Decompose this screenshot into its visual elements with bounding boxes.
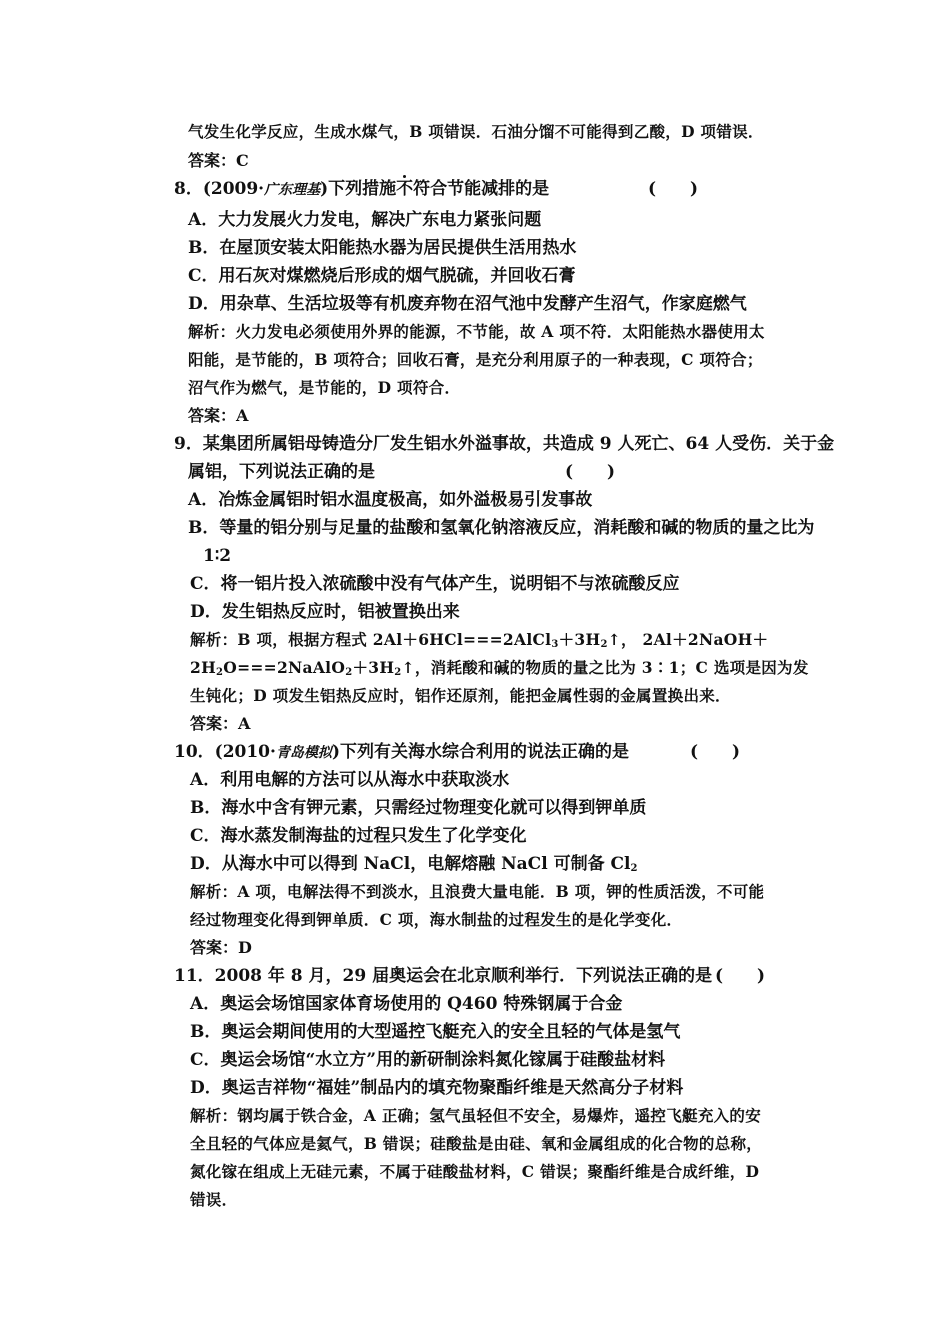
question-8-option-c: C．用石灰对煤燃烧后形成的烟气脱硫，并回收石膏 — [188, 266, 576, 286]
prev-answer: 答案：C — [188, 151, 249, 170]
question-11-analysis-3: 氮化镓在组成上无硅元素，不属于硅酸盐材料，C 错误；聚酯纤维是合成纤维，D — [190, 1162, 760, 1181]
question-9-analysis-2 — [190, 658, 809, 678]
analysis-text: 2H — [190, 658, 217, 677]
question-8-stem — [174, 179, 549, 200]
question-9-option-a: A．冶炼金属铝时铝水温度极高，如外溢极易引发事故 — [188, 490, 593, 510]
question-11-option-d: D．奥运吉祥物“福娃”制品内的填充物聚酯纤维是天然高分子材料 — [190, 1078, 684, 1098]
question-10-option-a: A．利用电解的方法可以从海水中获取淡水 — [190, 770, 510, 790]
question-10-option-d — [190, 854, 637, 874]
question-11-option-a: A．奥运会场馆国家体育场使用的 Q460 特殊钢属于合金 — [190, 994, 623, 1014]
question-8-option-b: B．在屋顶安装太阳能热水器为居民提供生活用热水 — [188, 238, 577, 258]
question-10-stem — [174, 742, 629, 763]
question-9-answer-parentheses: ( ) — [565, 462, 616, 482]
question-10-number: 10．(2010· — [174, 742, 276, 762]
question-11-analysis-2: 全且轻的气体应是氦气，B 错误；硅酸盐是由硅、氧和金属组成的化合物的总称， — [190, 1134, 763, 1153]
question-11-stem: 11．2008 年 8 月，29 届奥运会在北京顺利举行．下列说法正确的是 — [174, 966, 713, 986]
question-8-analysis-1: 解析：火力发电必须使用外界的能源，不节能，故 A 项不符．太阳能热水器使用太 — [188, 322, 765, 341]
question-10-option-c: C．海水蒸发制海盐的过程只发生了化学变化 — [190, 826, 527, 846]
question-8-analysis-2: 阳能，是节能的，B 项符合；回收石膏，是充分利用原子的一种表现，C 项符合； — [188, 350, 763, 369]
question-8-option-a: A．大力发展火力发电，解决广东电力紧张问题 — [188, 210, 542, 230]
question-11-option-b: B．奥运会期间使用的大型遥控飞艇充入的安全且轻的气体是氢气 — [190, 1022, 681, 1042]
emphasis-dot-char: 不 — [396, 179, 414, 199]
question-11-answer-parentheses: ( ) — [715, 966, 766, 986]
question-10-text: )下列有关海水综合利用的说法正确的是 — [331, 742, 629, 762]
question-10-answer: 答案：D — [190, 938, 252, 957]
subscript: 2 — [216, 667, 224, 678]
prev-analysis-tail: 气发生化学反应，生成水煤气，B 项错误．石油分馏不可能得到乙酸，D 项错误． — [188, 122, 764, 141]
analysis-text: ＋3H — [558, 630, 601, 649]
question-10-option-b: B．海水中含有钾元素，只需经过物理变化就可以得到钾单质 — [190, 798, 647, 818]
question-9-option-b-1: B．等量的铝分别与足量的盐酸和氢氧化钠溶液反应，消耗酸和碱的物质的量之比为 — [188, 518, 815, 538]
subscript: 3 — [551, 639, 559, 650]
question-9-answer: 答案：A — [190, 714, 251, 733]
analysis-text: ↑，消耗酸和碱的物质的量之比为 3∶1；C 选项是因为发 — [401, 658, 809, 677]
question-9-stem-1: 9．某集团所属铝母铸造分厂发生铝水外溢事故，共造成 9 人死亡、64 人受伤．关于金 — [174, 434, 835, 454]
analysis-text: ＋3H — [352, 658, 395, 677]
question-8-source: 广东理基 — [264, 182, 321, 198]
analysis-text: O===2NaAlO — [223, 658, 346, 677]
question-8-text-a: )下列措施 — [320, 179, 397, 199]
question-8-text-b: 符合节能减排的是 — [413, 179, 550, 199]
question-8-number: 8．(2009· — [174, 179, 265, 199]
question-8-option-d: D．用杂草、生活垃圾等有机废弃物在沼气池中发酵产生沼气，作家庭燃气 — [188, 294, 747, 314]
question-8-answer: 答案：A — [188, 406, 249, 425]
question-10-answer-parentheses: ( ) — [690, 742, 741, 762]
question-11-option-c: C．奥运会场馆“水立方”用的新研制涂料氮化镓属于硅酸盐材料 — [190, 1050, 666, 1070]
subscript: 2 — [600, 639, 608, 650]
question-9-option-d: D．发生铝热反应时，铝被置换出来 — [190, 602, 460, 622]
question-8-analysis-3: 沼气作为燃气，是节能的，D 项符合． — [188, 378, 461, 397]
question-11-analysis-4: 错误． — [190, 1190, 238, 1209]
question-10-analysis-1: 解析：A 项，电解法得不到淡水，且浪费大量电能．B 项，钾的性质活泼，不可能 — [190, 882, 765, 901]
subscript: 2 — [630, 863, 638, 874]
question-10-analysis-2: 经过物理变化得到钾单质．C 项，海水制盐的过程发生的是化学变化． — [190, 910, 683, 929]
question-8-answer-parentheses: ( ) — [648, 179, 699, 199]
subscript: 2 — [394, 667, 402, 678]
option-text: D．从海水中可以得到 NaCl，电解熔融 NaCl 可制备 Cl — [190, 854, 631, 874]
question-10-source: 青岛模拟 — [275, 745, 332, 761]
analysis-text: ↑， 2Al＋2NaOH＋ — [607, 630, 769, 649]
question-9-analysis-1 — [190, 630, 768, 650]
analysis-text: 解析：B 项，根据方程式 2Al＋6HCl===2AlCl — [190, 630, 552, 649]
question-9-stem-2: 属铝，下列说法正确的是 — [188, 462, 375, 482]
question-9-option-c: C．将一铝片投入浓硫酸中没有气体产生，说明铝不与浓硫酸反应 — [190, 574, 680, 594]
question-11-analysis-1: 解析：钢均属于铁合金，A 正确；氢气虽轻但不安全，易爆炸，遥控飞艇充入的安 — [190, 1106, 762, 1125]
subscript: 2 — [345, 667, 353, 678]
question-9-analysis-3: 生钝化；D 项发生铝热反应时，铝作还原剂，能把金属性弱的金属置换出来． — [190, 686, 731, 705]
question-9-option-b-2: 1∶2 — [203, 546, 232, 566]
